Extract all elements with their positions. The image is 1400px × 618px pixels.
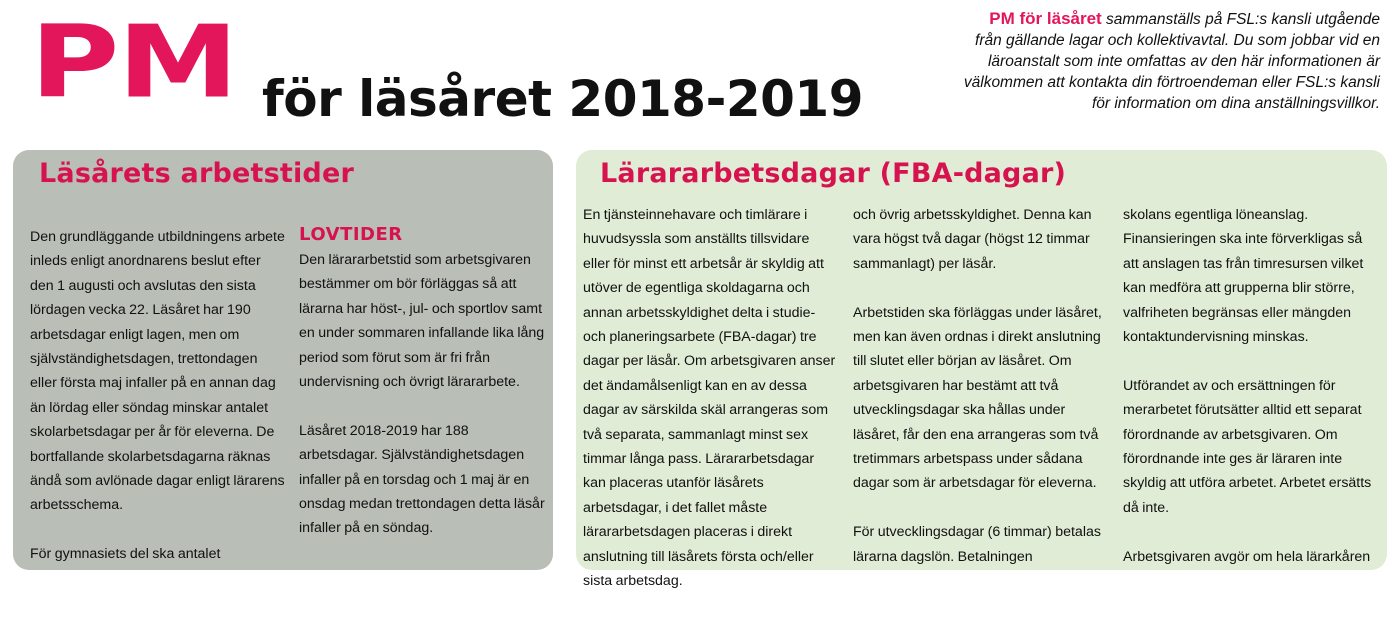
paragraph: Den grundläggande utbildningens arbete inleds enligt anordnarens beslut efter den 1 augusti och avslutas den sista lördagen vecka 22. Läsåret har 190 arbetsdagar enligt lagen, men om självständighetsdagen, trettondagen eller första maj infaller på en annan dag än lördag eller söndag minskar antalet skolarbetsdagar per år för eleverna. De bortfallande skolarbetsdagarna räknas ändå som avlönade dagar enligt lärarens arbetsschema. (30, 229, 285, 514)
working-hours-column-2 (299, 224, 549, 565)
intro-lead: PM för läsåret (989, 9, 1102, 28)
paragraph: En tjänsteinnehavare och timlärare i huvudsyssla som anställts tillsvidare eller för minst ett arbetsår är skyldig att utöver de egentliga skoldagarna och annan arbetsskyldighet delta i studie- och planeringsarbete (FBA-dagar) tre dagar per läsår. Om arbetsgivaren anser det ändamålsenligt kan en av dessa dagar av särskilda skäl arrangeras som två separata, sammanlagt minst sex timmar långa pass. Lärararbetsdagar kan placeras utanför läsårets arbetsdagar, i det fallet måste lärararbetsdagen placeras i direkt anslutning till läsårets första och/eller sista arbetsdag. (583, 207, 836, 590)
pm-logo: PM (30, 3, 237, 121)
fba-days-column-1 (583, 203, 838, 618)
paragraph: och övrig arbetsskyldighet. Denna kan vara högst två dagar (högst 12 timmar sammanlagt) per läsår. (853, 207, 1092, 272)
paragraph: skolans egentliga löneanslag. Finansieringen ska inte förverkligas så att anslagen tas från timresursen vilket kan medföra att grupperna blir större, valfriheten begränsas eller mängden kontaktundervisning minskas. (1123, 207, 1364, 346)
paragraph: Den lärararbetstid som arbetsgivaren bestämmer om bör förläggas så att lärarna har höst-, jul- och sportlov samt en under sommaren infallande lika lång period som förut som är fri från undervisning och övrigt lärararbete. (299, 252, 545, 391)
intro-body: sammanställs på FSL:s kansli utgående från gällande lagar och kollektivavtal. Du som jobbar vid en läroanstalt som inte omfattas av den här informationen är välkommen att kontakta din förtroendeman eller FSL:s kansli för information om dina anställningsvillkor. (963, 11, 1380, 112)
fba-days-heading: Lärararbetsdagar (FBA-dagar) (600, 158, 1067, 189)
working-hours-column-1 (30, 225, 285, 591)
intro-text (960, 8, 1380, 114)
paragraph: Utförandet av och ersättningen för merarbetet förutsätter alltid ett separat förordnande av arbetsgivaren. Om förordnande inte ges är läraren inte skyldig att utföra arbetet. Arbetet ersätts då inte. (1123, 377, 1372, 516)
page-title: för läsåret 2018-2019 (262, 70, 863, 128)
working-hours-panel (13, 150, 553, 570)
fba-days-panel (576, 150, 1387, 590)
paragraph: För gymnasiets del ska antalet (30, 546, 221, 563)
fba-days-column-3 (1123, 203, 1381, 593)
paragraph: Arbetstiden ska förläggas under läsåret, men kan även ordnas i direkt anslutning till slutet eller början av läsåret. Om arbetsgivaren har bestämt att två utvecklingsdagar ska hållas under läsåret, får den ena arrangeras som två tretimmars arbetspass under sådana dagar som är arbetsdagar för eleverna. (853, 304, 1102, 492)
working-hours-heading: Läsårets arbetstider (39, 158, 354, 189)
holidays-subheading: LOVTIDER (299, 224, 403, 245)
fba-days-column-2 (853, 203, 1108, 593)
paragraph: För utvecklingsdagar (6 timmar) betalas lärarna dagslön. Betalningen (853, 524, 1101, 565)
paragraph: Läsåret 2018-2019 har 188 arbetsdagar. Självständighetsdagen infaller på en torsdag och 1 maj är en onsdag medan trettondagen detta läsår infaller på en söndag. (299, 422, 545, 537)
paragraph: Arbetsgivaren avgör om hela lärarkåren (1123, 548, 1371, 565)
